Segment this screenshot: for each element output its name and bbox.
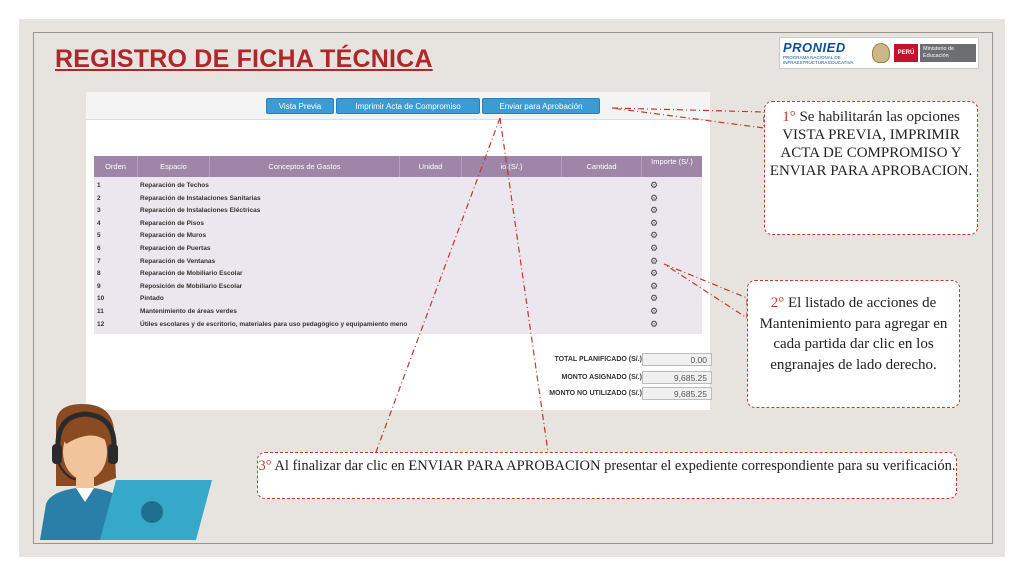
callout-step-2 (747, 280, 960, 408)
row-number: 2 (97, 194, 101, 202)
gears-icon[interactable]: ⚙ (650, 268, 659, 279)
logo-brand-sub: PROGRAMA NACIONAL DE INFRAESTRUCTURA EDUCATIVA (783, 55, 854, 65)
row-espacio: Reparación de Instalaciones Eléctricas (140, 207, 261, 215)
row-number: 7 (97, 257, 101, 265)
gears-icon[interactable]: ⚙ (650, 243, 659, 253)
col-importe: Importe (S/.) (651, 157, 693, 166)
row-espacio: Mantenimiento de áreas verdes (140, 308, 237, 315)
row-number: 6 (97, 245, 101, 252)
callout-1-number: 1° (782, 109, 796, 125)
callout-3-number: 3° (258, 458, 272, 474)
row-number: 11 (97, 308, 104, 315)
logo-ministry: Ministerio de Educación (920, 44, 976, 62)
col-unidad: Unidad (400, 156, 462, 177)
amount-unused-field: 9,685.25 (642, 387, 712, 400)
amount-unused-label: MONTO NO UTILIZADO (S/.) (549, 390, 642, 397)
gears-icon[interactable]: ⚙ (650, 205, 659, 216)
connector-2 (664, 264, 747, 318)
callout-2-text: El listado de acciones de Mantenimiento para agregar en cada partida dar clic en los engranajes de lado derecho. (759, 295, 948, 373)
preview-button[interactable]: Vista Previa (266, 98, 334, 114)
row-number: 10 (97, 295, 105, 303)
slide-title: REGISTRO DE FICHA TÉCNICA (55, 45, 433, 73)
row-espacio: Útiles escolares y de escritorio, materiales para uso pedagógico y equipamiento meno (140, 320, 408, 328)
row-number: 1 (97, 182, 101, 189)
row-espacio: Reposición de Mobiliario Escolar (140, 282, 243, 290)
row-espacio: Reparación de Ventanas (140, 257, 216, 265)
row-number: 5 (97, 232, 101, 240)
row-number: 8 (97, 270, 101, 278)
gears-icon[interactable]: ⚙ (650, 217, 659, 228)
operator-avatar (36, 400, 216, 540)
print-agreement-button[interactable]: Imprimir Acta de Compromiso (336, 98, 480, 114)
row-espacio: Reparación de Muros (140, 232, 207, 240)
callout-3-text: Al finalizar dar clic en ENVIAR PARA APROBACION presentar el expediente correspondiente para su verificación. (271, 458, 956, 474)
send-for-approval-button[interactable]: Enviar para Aprobación (482, 98, 600, 114)
gears-icon[interactable]: ⚙ (650, 318, 659, 329)
row-espacio: Pintado (140, 295, 164, 303)
callout-1-text: Se habilitarán las opciones VISTA PREVIA, IMPRIMIR ACTA DE COMPROMISO Y ENVIAR PARA APROBACION. (769, 109, 973, 179)
amount-assigned-field: 9,685.25 (642, 371, 712, 384)
logo-brand: PRONIED (783, 40, 846, 55)
row-number: 4 (97, 219, 101, 227)
col-cantidad: Cantidad (562, 156, 642, 177)
row-number: 9 (97, 282, 101, 290)
connector-3b (500, 118, 548, 452)
row-espacio: Reparación de Mobiliario Escolar (140, 270, 243, 278)
connector-1 (612, 108, 764, 128)
total-planned-label: TOTAL PLANIFICADO (S/.) (554, 356, 642, 363)
row-number: 12 (97, 320, 105, 328)
gears-icon[interactable]: ⚙ (650, 192, 659, 203)
callout-step-1 (764, 101, 978, 235)
callout-step-3 (257, 452, 957, 499)
col-conceptos: Conceptos de Gastos (210, 156, 400, 177)
row-espacio: Reparación de Pisos (140, 219, 204, 227)
logo-country: PERÚ (894, 44, 918, 62)
gears-icon[interactable]: ⚙ (650, 180, 659, 190)
amount-assigned-label: MONTO ASIGNADO (S/.) (561, 374, 642, 381)
total-planned-field: 0.00 (642, 353, 712, 366)
gears-icon[interactable]: ⚙ (650, 230, 659, 241)
row-number: 3 (97, 207, 101, 215)
gears-icon[interactable]: ⚙ (650, 306, 659, 316)
col-espacio: Espacio (138, 156, 210, 177)
col-precio: io (S/.) (462, 156, 562, 177)
row-espacio: Reparación de Techos (140, 182, 209, 189)
gears-icon[interactable]: ⚙ (650, 293, 659, 304)
row-espacio: Reparación de Instalaciones Sanitarias (140, 194, 261, 202)
col-orden: Orden (94, 156, 138, 177)
gears-icon[interactable]: ⚙ (650, 280, 659, 291)
gears-icon[interactable]: ⚙ (650, 255, 659, 266)
row-espacio: Reparación de Puertas (140, 245, 211, 252)
connector-3a (376, 118, 500, 452)
callout-2-number: 2° (770, 295, 785, 311)
